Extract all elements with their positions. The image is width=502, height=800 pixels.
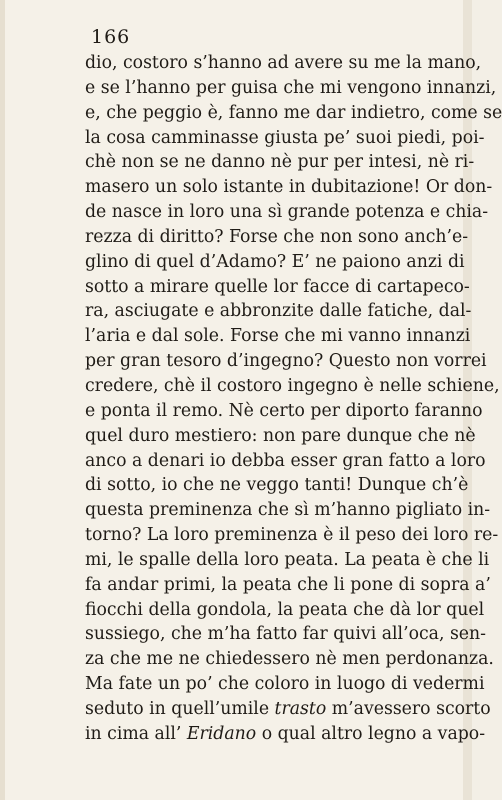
text-line: [85, 498, 491, 523]
text-run: sotto a mirare quelle lor facce di cartapeco-: [85, 276, 470, 297]
text-run: rezza di diritto? Forse che non sono anch’e-: [85, 226, 469, 247]
text-run: l’aria e dal sole. Forse che mi vanno innanzi: [85, 326, 471, 347]
text-run: e ponta il remo. Nè certo per diporto faranno: [85, 400, 483, 421]
text-line: [85, 722, 486, 747]
text-run: di sotto, io che ne veggo tanti! Dunque ch’è: [85, 475, 469, 496]
text-run: za che me ne chiedessero nè men perdonanza.: [85, 649, 494, 670]
text-line: [85, 598, 485, 623]
text-line: [85, 101, 502, 126]
text-line: [85, 399, 483, 424]
text-line: [85, 150, 475, 175]
text-run: credere, chè il costoro ingegno è nelle schiene,: [85, 375, 500, 396]
text-line: [85, 299, 472, 324]
text-line: [85, 200, 489, 225]
text-run: e, che peggio è, fanno me dar indietro, come se: [85, 102, 502, 123]
text-run: sussiego, che m’ha fatto far quivi all’oca, sen-: [85, 624, 487, 645]
text-run: quel duro mestiero: non pare dunque che nè: [85, 425, 476, 446]
text-line: [85, 473, 469, 498]
text-run: o qual altro legno a vapo-: [256, 723, 486, 744]
text-line: [85, 449, 486, 474]
text-line: [85, 647, 494, 672]
text-run: glino di quel d’Adamo? E’ ne paiono anzi di: [85, 251, 465, 272]
text-run: questa preminenza che sì m’hanno pigliato in-: [85, 500, 491, 521]
text-run: torno? La loro preminenza è il peso dei loro re-: [85, 525, 499, 546]
text-line: [85, 672, 485, 697]
text-line: [85, 250, 465, 275]
text-run: anco a denari io debba esser gran fatto a loro: [85, 450, 486, 471]
text-line: [85, 573, 491, 598]
text-line: [85, 324, 471, 349]
text-run: fa andar primi, la peata che li pone di sopra a’: [85, 574, 491, 595]
text-run: per gran tesoro d’ingegno? Questo non vorrei: [85, 351, 487, 372]
text-line: [85, 424, 476, 449]
text-run: seduto in quell’umile: [85, 698, 275, 719]
text-line: [85, 622, 487, 647]
text-line: [85, 51, 482, 76]
text-run: mi, le spalle della loro peata. La peata è che li: [85, 549, 490, 570]
body-text: [85, 51, 502, 747]
text-run: e se l’hanno per guisa che mi vengono innanzi,: [85, 77, 497, 98]
text-line: [85, 175, 493, 200]
text-line: [85, 374, 500, 399]
text-run: in cima all’: [85, 723, 187, 744]
text-run: masero un solo istante in dubitazione! Or don-: [85, 177, 493, 198]
text-line: [85, 126, 485, 151]
text-run: ra, asciugate e abbronzite dalle fatiche, dal-: [85, 301, 472, 322]
text-line: [85, 225, 469, 250]
italic-text: trasto: [274, 698, 327, 719]
text-line: [85, 349, 487, 374]
text-run: fiocchi della gondola, la peata che dà lor quel: [85, 599, 485, 620]
text-run: dio, costoro s’hanno ad avere su me la mano,: [85, 53, 482, 73]
text-line: [85, 523, 499, 548]
page-number: 166: [91, 26, 131, 48]
italic-text: Eridano: [186, 723, 257, 744]
text-run: chè non se ne danno nè pur per intesi, nè ri-: [85, 152, 475, 173]
text-line: [85, 548, 490, 573]
text-run: Ma fate un po’ che coloro in luogo di vedermi: [85, 674, 485, 695]
text-run: la cosa camminasse giusta pe’ suoi piedi, poi-: [85, 127, 485, 148]
text-line: [85, 275, 470, 300]
text-run: m’avessero scorto: [326, 698, 491, 719]
text-line: [85, 697, 491, 722]
text-line: [85, 76, 497, 101]
text-run: de nasce in loro una sì grande potenza e chia-: [85, 202, 489, 223]
